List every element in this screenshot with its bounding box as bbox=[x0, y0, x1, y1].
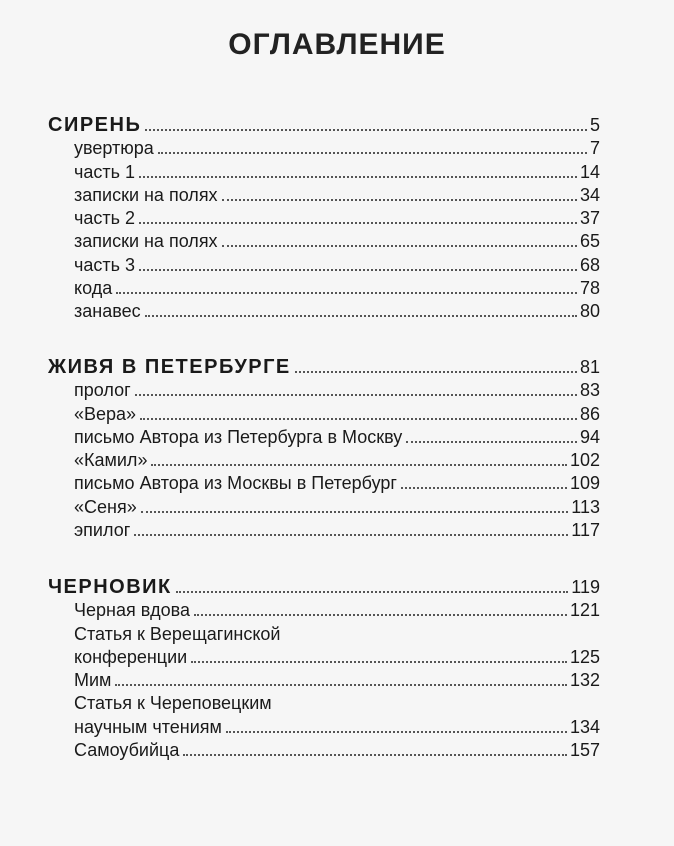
toc-section-header bbox=[40, 574, 600, 598]
entry-page-number: 109 bbox=[569, 473, 600, 494]
entry-page-number: 102 bbox=[569, 450, 600, 471]
toc-section-header bbox=[40, 354, 600, 378]
entry-label: Статья к Череповецким bbox=[74, 693, 272, 714]
leader-dots bbox=[141, 511, 569, 513]
toc-section-header bbox=[40, 112, 600, 136]
leader-dots bbox=[116, 292, 577, 294]
entry-label: Мим bbox=[74, 670, 112, 691]
toc-section-petersburg bbox=[40, 354, 600, 541]
leader-dots bbox=[176, 591, 569, 593]
leader-dots bbox=[145, 315, 577, 317]
leader-dots bbox=[406, 441, 577, 443]
toc-entry bbox=[40, 252, 600, 275]
section-title: ЧЕРНОВИК bbox=[48, 576, 172, 598]
entry-page-number: 113 bbox=[571, 496, 600, 517]
entry-page-number: 125 bbox=[569, 646, 600, 667]
toc-entry bbox=[40, 276, 600, 299]
toc-entry bbox=[40, 645, 600, 668]
toc-entry bbox=[40, 714, 600, 737]
leader-dots bbox=[222, 199, 577, 201]
entry-page-number: 34 bbox=[579, 184, 600, 205]
entry-label: «Камил» bbox=[74, 450, 148, 471]
entry-label: научным чтениям bbox=[74, 716, 222, 737]
entry-label: Статья к Верещагинской bbox=[74, 623, 281, 644]
entry-page-number: 157 bbox=[569, 740, 600, 761]
entry-page-number: 68 bbox=[579, 254, 600, 275]
entry-label: эпилог bbox=[74, 520, 131, 541]
entry-label: часть 1 bbox=[74, 161, 136, 182]
entry-label: «Сеня» bbox=[74, 496, 137, 517]
entry-label: «Вера» bbox=[74, 403, 137, 424]
leader-dots bbox=[139, 269, 577, 271]
entry-page-number: 94 bbox=[579, 426, 600, 447]
entry-label: записки на полях bbox=[74, 231, 218, 252]
leader-dots bbox=[151, 464, 567, 466]
toc-section-siren bbox=[40, 112, 600, 322]
leader-dots bbox=[134, 534, 568, 536]
entry-page-number: 80 bbox=[579, 301, 600, 322]
leader-dots bbox=[115, 684, 567, 686]
toc-entry bbox=[40, 738, 600, 761]
entry-label: часть 2 bbox=[74, 208, 136, 229]
section-page-number: 119 bbox=[571, 577, 600, 597]
section-page-number: 81 bbox=[579, 357, 600, 377]
leader-dots bbox=[135, 394, 577, 396]
entry-page-number: 7 bbox=[589, 138, 600, 159]
toc-entry bbox=[40, 206, 600, 229]
leader-dots bbox=[139, 222, 577, 224]
toc-entry bbox=[40, 425, 600, 448]
toc-entry-wrapped-line bbox=[40, 691, 600, 714]
toc-heading: ОГЛАВЛЕНИЕ bbox=[228, 28, 446, 61]
leader-dots bbox=[295, 371, 577, 373]
entry-page-number: 37 bbox=[579, 208, 600, 229]
entry-label: письмо Автора из Москвы в Петербург bbox=[74, 473, 397, 494]
entry-label: кода bbox=[74, 278, 113, 299]
leader-dots bbox=[158, 152, 587, 154]
entry-label: письмо Автора из Петербурга в Москву bbox=[74, 426, 403, 447]
leader-dots bbox=[191, 661, 567, 663]
entry-label: Самоубийца bbox=[74, 740, 180, 761]
entry-label: записки на полях bbox=[74, 184, 218, 205]
toc-entry bbox=[40, 471, 600, 494]
toc-entry bbox=[40, 229, 600, 252]
toc-entry bbox=[40, 598, 600, 621]
entry-page-number: 83 bbox=[579, 380, 600, 401]
section-title: СИРЕНЬ bbox=[48, 114, 142, 136]
toc-entry bbox=[40, 159, 600, 182]
entry-page-number: 117 bbox=[571, 520, 600, 541]
leader-dots bbox=[194, 614, 567, 616]
entry-label: конференции bbox=[74, 646, 188, 667]
toc-entry bbox=[40, 378, 600, 401]
toc-entry bbox=[40, 668, 600, 691]
leader-dots bbox=[183, 754, 567, 756]
leader-dots bbox=[145, 129, 587, 131]
toc-entry bbox=[40, 401, 600, 424]
entry-page-number: 65 bbox=[579, 231, 600, 252]
entry-label: увертюра bbox=[74, 138, 154, 159]
leader-dots bbox=[139, 176, 577, 178]
toc-entry bbox=[40, 183, 600, 206]
entry-page-number: 14 bbox=[579, 161, 600, 182]
leader-dots bbox=[222, 245, 577, 247]
toc-entry bbox=[40, 299, 600, 322]
toc-entry bbox=[40, 136, 600, 159]
entry-page-number: 134 bbox=[569, 716, 600, 737]
entry-label: пролог bbox=[74, 380, 131, 401]
toc-entry bbox=[40, 448, 600, 471]
toc-entry-wrapped-line bbox=[40, 621, 600, 644]
entry-page-number: 121 bbox=[569, 600, 600, 621]
leader-dots bbox=[226, 731, 567, 733]
section-page-number: 5 bbox=[589, 115, 600, 135]
toc-section-draft bbox=[40, 574, 600, 761]
section-title: ЖИВЯ В ПЕТЕРБУРГЕ bbox=[48, 356, 291, 378]
leader-dots bbox=[140, 418, 577, 420]
entry-label: часть 3 bbox=[74, 254, 136, 275]
entry-label: Черная вдова bbox=[74, 600, 190, 621]
toc-entry bbox=[40, 518, 600, 541]
leader-dots bbox=[401, 487, 567, 489]
toc-entry bbox=[40, 494, 600, 517]
entry-page-number: 86 bbox=[579, 403, 600, 424]
entry-page-number: 132 bbox=[569, 670, 600, 691]
entry-label: занавес bbox=[74, 301, 141, 322]
entry-page-number: 78 bbox=[579, 278, 600, 299]
